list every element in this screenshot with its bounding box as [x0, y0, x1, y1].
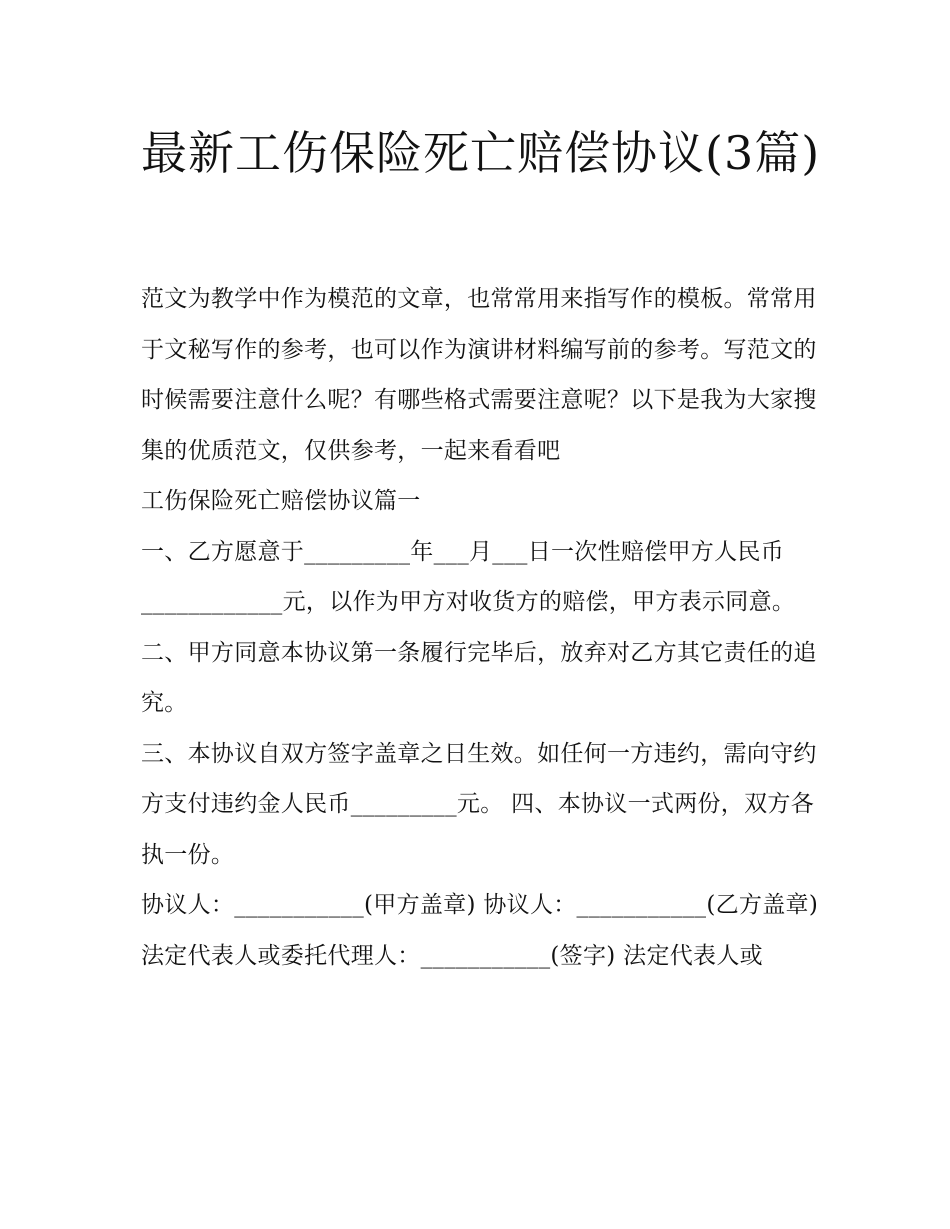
intro-paragraph: 范文为教学中作为模范的文章，也常常用来指写作的模板。常常用于文秘写作的参考，也可以作为演讲材料编写前的参考。写范文的时候需要注意什么呢？有哪些格式需要注意呢？以下是我为大家搜集的优质范文，仅供参考，一起来看看吧	[141, 286, 817, 464]
clause-3-4: 三、本协议自双方签字盖章之日生效。如任何一方违约，需向守约方支付违约金人民币_________元。 四、本协议一式两份，双方各执一份。	[141, 740, 817, 868]
clause-1: 一、乙方愿意于_________年___月___日一次性赔偿甲方人民币____________元，以作为甲方对收货方的赔偿，甲方表示同意。	[141, 538, 796, 615]
signatories-line: 协议人：___________(甲方盖章) 协议人：___________(乙方盖章)	[141, 892, 819, 918]
representative-line: 法定代表人或委托代理人：___________(签字) 法定代表人或	[141, 942, 763, 969]
document-body	[141, 274, 821, 981]
section-heading: 工伤保险死亡赔偿协议篇一	[141, 488, 421, 514]
clause-2: 二、甲方同意本协议第一条履行完毕后，放弃对乙方其它责任的追究。	[141, 639, 817, 716]
document-title: 最新工伤保险死亡赔偿协议(3篇)	[141, 126, 821, 180]
